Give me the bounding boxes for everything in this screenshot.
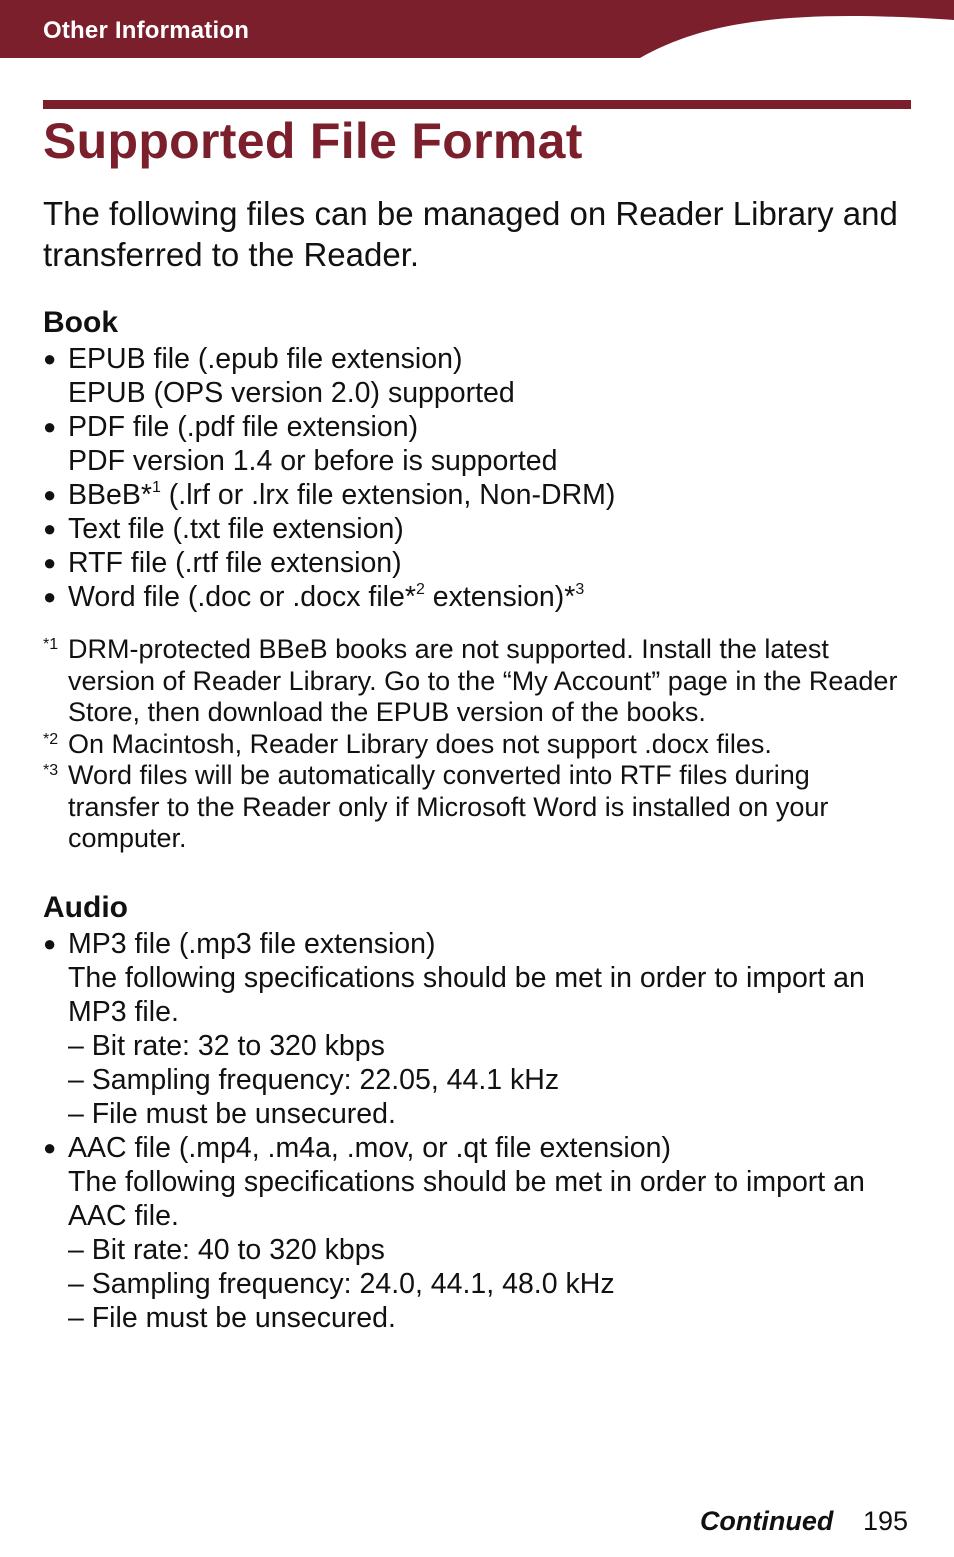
spec-line: – Bit rate: 40 to 320 kbps xyxy=(68,1234,385,1266)
footnote-mark: *3 xyxy=(43,762,59,779)
book-list xyxy=(43,342,923,614)
item-label: Text file (.txt file extension) xyxy=(68,513,404,545)
footnote xyxy=(43,729,903,761)
section-label: Other Information xyxy=(43,17,250,44)
footnote xyxy=(43,760,903,855)
footnote-ref: 2 xyxy=(415,581,425,598)
bullet-icon: ● xyxy=(43,482,57,507)
bullet-icon: ● xyxy=(43,584,57,609)
footnote-ref: 3 xyxy=(575,581,585,598)
bullet-icon: ● xyxy=(43,414,57,439)
footnote-mark: *2 xyxy=(43,730,59,748)
list-item xyxy=(43,410,923,478)
page-number: 195 xyxy=(862,1506,908,1536)
bullet-icon: ● xyxy=(43,931,57,956)
spec-line: – File must be unsecured. xyxy=(68,1098,396,1130)
audio-heading: Audio xyxy=(43,891,128,924)
bullet-icon: ● xyxy=(43,516,57,541)
spec-line: – Sampling frequency: 24.0, 44.1, 48.0 kHz xyxy=(68,1268,615,1300)
book-heading: Book xyxy=(43,306,118,339)
title-rule xyxy=(43,100,911,109)
bullet-icon: ● xyxy=(43,550,57,575)
audio-list xyxy=(43,927,903,1335)
footnote-ref: 1 xyxy=(151,479,161,496)
list-item xyxy=(43,927,903,1131)
footnote xyxy=(43,634,903,729)
list-item xyxy=(43,478,923,512)
intro-text: The following files can be managed on Reader Library and transferred to the Reader. xyxy=(43,195,898,273)
list-item xyxy=(43,1131,903,1335)
item-label: EPUB file (.epub file extension) xyxy=(68,343,463,375)
item-detail: The following specifications should be met in order to import an AAC file. xyxy=(68,1166,865,1232)
item-label: Word file (.doc or .docx file* xyxy=(68,581,416,613)
item-label: PDF file (.pdf file extension) xyxy=(68,411,419,443)
item-label: RTF file (.rtf file extension) xyxy=(68,547,402,579)
spec-line: – Bit rate: 32 to 320 kbps xyxy=(68,1030,385,1062)
page-title: Supported File Format xyxy=(43,113,583,169)
spec-line: – Sampling frequency: 22.05, 44.1 kHz xyxy=(68,1064,560,1096)
footnote-text: DRM-protected BBeB books are not supported. Install the latest version of Reader Library. Go to the “My Account” page in the Reader Store, then download the EPUB version of the books. xyxy=(68,634,898,727)
item-label: MP3 file (.mp3 file extension) xyxy=(68,928,436,960)
footnote-text: On Macintosh, Reader Library does not support .docx files. xyxy=(68,728,772,759)
list-item xyxy=(43,546,923,580)
continued-label: Continued xyxy=(699,1506,834,1536)
footnotes xyxy=(43,634,903,855)
item-label-rest: (.lrf or .lrx file extension, Non-DRM) xyxy=(160,479,616,511)
list-item xyxy=(43,512,923,546)
page-footer xyxy=(700,1506,908,1537)
item-detail: The following specifications should be met in order to import an MP3 file. xyxy=(68,962,865,1028)
item-label: AAC file (.mp4, .m4a, .mov, or .qt file extension) xyxy=(68,1132,671,1164)
item-detail: EPUB (OPS version 2.0) supported xyxy=(68,377,515,409)
list-item xyxy=(43,342,923,410)
footnote-mark: *1 xyxy=(43,636,59,653)
spec-line: – File must be unsecured. xyxy=(68,1302,396,1334)
bullet-icon: ● xyxy=(43,1135,57,1160)
footnote-text: Word files will be automatically converted into RTF files during transfer to the Reader only if Microsoft Word is installed on your computer. xyxy=(68,760,829,853)
item-label: BBeB* xyxy=(68,479,152,511)
header-bar xyxy=(0,0,954,58)
bullet-icon: ● xyxy=(43,346,57,371)
item-label-rest: extension)* xyxy=(424,581,576,613)
item-detail: PDF version 1.4 or before is supported xyxy=(68,445,558,477)
list-item xyxy=(43,580,923,614)
